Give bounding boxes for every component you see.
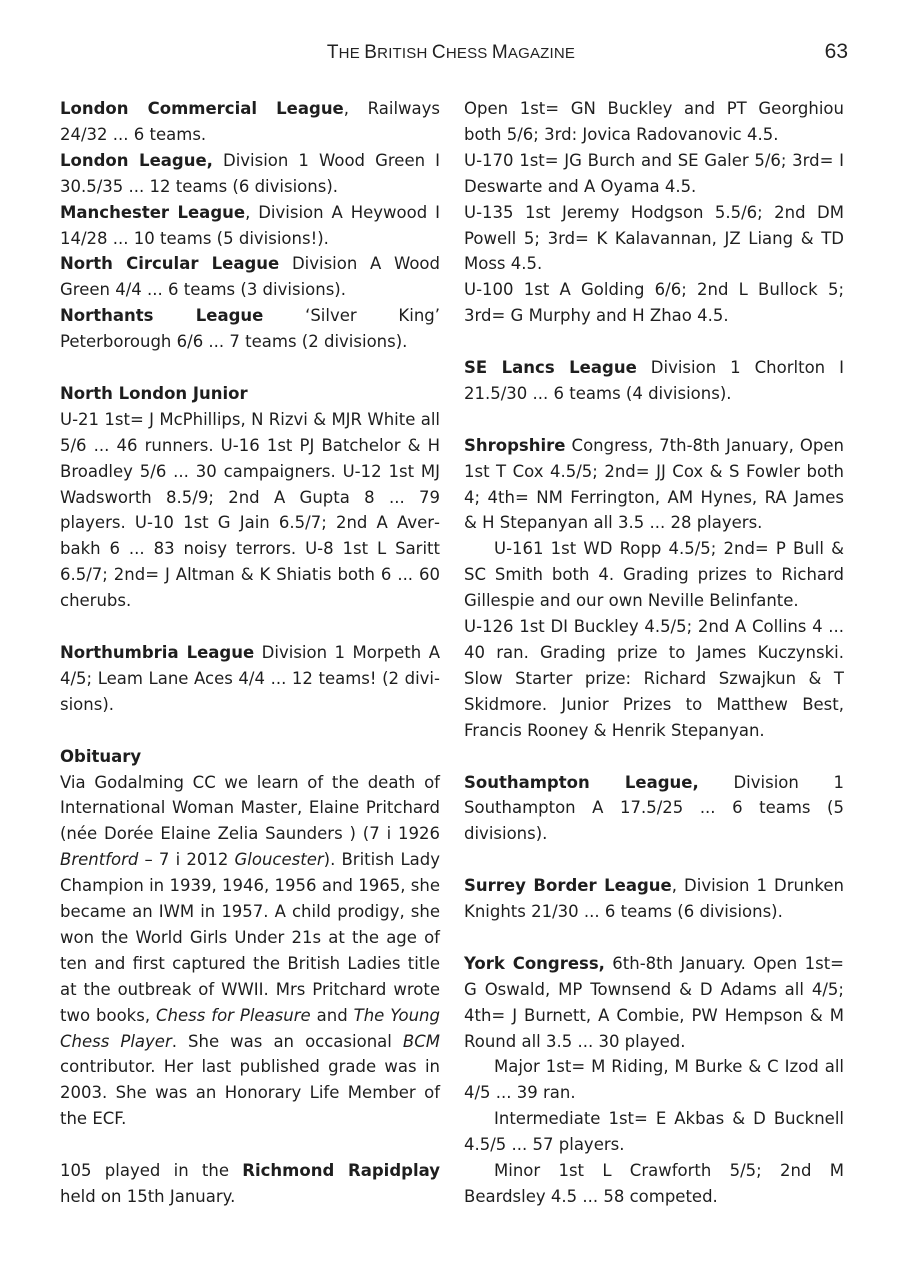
southampton-entry: Southampton League, Division 1 Southampton A 17.5/25 ... 6 teams (5 divisions). [464, 772, 845, 844]
shropshire-entry: Shropshire Congress, 7th-8th January, Open 1st T Cox 4.5/5; 2nd= JJ Cox & S Fowler both 4; 4th= NM Ferrington, AM Hynes, RA James & H Stepanyan all 3.5 ... 28 players. [464, 435, 844, 533]
london-commercial-entry: London Commercial League, Railways 24/32 ... 6 teams. [60, 99, 441, 144]
se-lancs-entry: SE Lancs League Division 1 Chorlton I 21.5/30 ... 6 teams (4 divisions). [464, 358, 844, 403]
page-header [0, 38, 902, 68]
left-column [60, 96, 440, 1210]
manchester-league-entry: Manchester League, Division A Heywood I 14/28 ... 10 teams (5 divisions!). [60, 202, 440, 248]
york-minor: Minor 1st L Crawforth 5/5; 2nd M Beardsley 4.5 ... 58 competed. [464, 1161, 844, 1206]
shropshire-u161: U-161 1st WD Ropp 4.5/5; 2nd= P Bull & SC Smith both 4. Grading prizes to Richard Gillespie and our own Neville Belinfante. [464, 539, 844, 611]
york-congress-entry: York Congress, 6th-8th January. Open 1st= G Oswald, MP Townsend & D Adams all 4/5; 4th= J Burnett, A Combie, PW Hempson & M Round all 3.5 ... 30 played. [464, 953, 844, 1051]
running-title: THE BRITISH CHESS MAGAZINE [326, 42, 576, 63]
obituary-text: Via Godalming CC we learn of the death of International Woman Master, Elaine Pritchard (née Dorée Elaine Zelia Saunders ) (7 i 1926 Brentford – 7 i 2012 Gloucester). British Lady Champion in 1939, 1946, 1956 and 1965, she became an IWM in 1957. A child prodigy, she won the World Girls Under 21s at the age of ten and first captured the British Ladies title at the outbreak of WWII. Mrs Pritchard wrote two books, Chess for Pleasure and The Young Chess Player. She was an occasional BCM contributor. Her last published grade was in 2003. She was an Honorary Life Member of the ECF. [60, 772, 440, 1129]
continued-u170-results: U-170 1st= JG Burch and SE Galer 5/6; 3rd= I Deswarte and A Oyama 4.5. [464, 150, 844, 196]
obituary-heading: Obituary [60, 746, 142, 766]
north-circular-entry: North Circular League Division A Wood Green 4/4 ... 6 teams (3 divisions). [60, 254, 440, 300]
york-intermediate: Intermediate 1st= E Akbas & D Bucknell 4.5/5 ... 57 players. [464, 1109, 844, 1155]
continued-open-results: Open 1st= GN Buckley and PT Georghiou both 5/6; 3rd: Jovica Radovanovic 4.5. [464, 99, 844, 144]
north-london-junior-text: U-21 1st= J McPhillips, N Rizvi & MJR White all 5/6 ... 46 runners. U-16 1st PJ Batchelor & H Broadley 5/6 ... 30 campaigners. U-12 1st MJ Wadsworth 8.5/9; 2nd A Gupta 8 ... 79 players. U-10 1st G Jain 6.5/7; 2nd A Averbakh 6 ... 83 noisy terrors. U-8 1st L Saritt 6.5/7; 2nd= J Altman & K Shiatis both 6 ... 60 cherubs. [60, 409, 440, 611]
london-league-entry: London League, Division 1 Wood Green I 30.5/35 ... 12 teams (6 divisions). [60, 150, 440, 196]
shropshire-u126: U-126 1st DI Buckley 4.5/5; 2nd A Collins 4 ... 40 ran. Grading prize to James Kuczynski. Slow Starter prize: Richard Szwajkun & T Skidmore. Junior Prizes to Matthew Best, Francis Rooney & Henrik Stepanyan. [464, 617, 844, 740]
continued-u100-results: U-100 1st A Golding 6/6; 2nd L Bullock 5; 3rd= G Murphy and H Zhao 4.5. [464, 280, 844, 326]
surrey-border-entry: Surrey Border League, Division 1 Drunken Knights 21/30 ... 6 teams (6 divisions). [464, 876, 844, 922]
york-major: Major 1st= M Riding, M Burke & C Izod all 4/5 ... 39 ran. [464, 1057, 844, 1103]
northumbria-entry: Northumbria League Division 1 Morpeth A 4/5; Leam Lane Aces 4/4 ... 12 teams! (2 divisions). [60, 643, 440, 714]
richmond-rapidplay-entry: 105 played in the Richmond Rapidplay held on 15th January. [60, 1161, 440, 1206]
right-column [464, 96, 844, 1210]
north-london-junior-heading: North London Junior [60, 383, 248, 403]
northants-entry: Northants League ‘Silver King’ Peterborough 6/6 ... 7 teams (2 divisions). [60, 306, 440, 352]
continued-u135-results: U-135 1st Jeremy Hodgson 5.5/6; 2nd DM Powell 5; 3rd= K Kalavannan, JZ Liang & TD Moss 4.5. [464, 202, 844, 274]
page-number: 63 [824, 40, 848, 63]
